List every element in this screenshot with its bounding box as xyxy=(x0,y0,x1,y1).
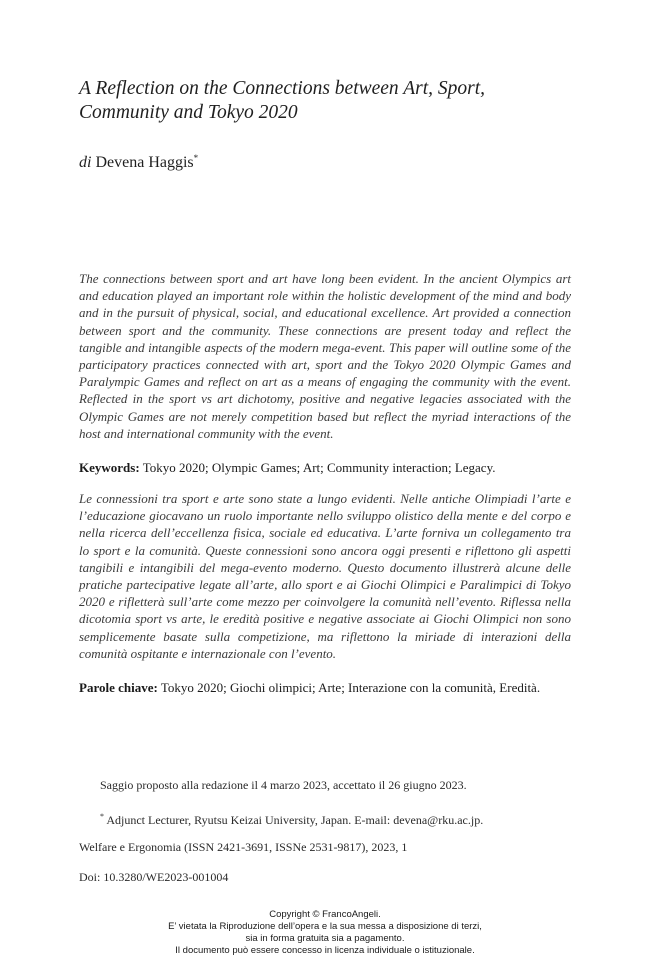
keywords-italian xyxy=(79,679,571,697)
author-prefix: di xyxy=(79,154,92,171)
author-name: Devena Haggis xyxy=(95,154,194,171)
keywords-it-text: Tokyo 2020; Giochi olimpici; Arte; Interazione con la comunità, Eredità. xyxy=(160,680,541,695)
doi: Doi: 10.3280/WE2023-001004 xyxy=(79,870,229,884)
abstract-italian: Le connessioni tra sport e arte sono state a lungo evidenti. Nelle antiche Olimpiadi l’arte e l’educazione giocavano un ruolo importante nello sviluppo olistico della mente e del corpo e nella ricerca dell’eccellenza fisica, sociale ed educativa. L’arte forniva un collegamento tra lo sport e la comunità. Queste connessioni sono ancora oggi presenti e riflettono gli aspetti tangibili e intangibili del mega-evento moderno. Questo documento illustrerà alcune delle pratiche partecipative legate all’arte, allo sport e ai Giochi Olimpici e Paralimpici di Tokyo 2020 e rifletterà sull’arte come mezzo per coinvolgere la comunità nell’evento. Riflessa nella dicotomia sport vs arte, le eredità positive e negative associate ai Giochi Olimpici non sono semplicemente basate sulla competizione, ma riflettono la miriade di interazioni della comunità ospitante e internazionale con l’evento. xyxy=(79,491,571,661)
copyright-notice xyxy=(0,909,650,957)
abstract-english: The connections between sport and art have long been evident. In the ancient Olympics art and education played an important role within the holistic development of the mind and body and in the pursuit of physical, social, and educational excellence. Art provided a connection between sport and the community. These connections are present today and reflect the tangible and intangible aspects of the modern mega-event. This paper will outline some of the participatory practices connected with art, sport and the Tokyo 2020 Olympic Games and Paralympic Games and reflect on art as a means of engaging the community with the event. Reflected in the sport vs art dichotomy, positive and negative legacies associated with the Olympic Games are not merely competition based but reflect the myriad interactions of the host and international community with the event. xyxy=(79,271,571,441)
keywords-it-label: Parole chiave: xyxy=(79,680,158,695)
copyright-line-4: Il documento può essere concesso in licenza individuale o istituzionale. xyxy=(175,945,475,956)
affiliation-marker: * xyxy=(100,812,104,821)
keywords-label: Keywords: xyxy=(79,460,140,475)
article-title: A Reflection on the Connections between Art, Sport, Community and Tokyo 2020 xyxy=(79,78,486,123)
submission-note: Saggio proposto alla redazione il 4 marzo 2023, accettato il 26 giugno 2023. xyxy=(100,778,467,792)
copyright-line-2: E’ vietata la Riproduzione dell’opera e la sua messa a disposizione di terzi, xyxy=(168,921,482,932)
author-line xyxy=(79,148,198,173)
copyright-line-3: sia in forma gratuita sia a pagamento. xyxy=(245,933,405,944)
author-footnote-marker: * xyxy=(193,153,199,163)
affiliation-footnote xyxy=(100,809,483,828)
copyright-line-1: Copyright © FrancoAngeli. xyxy=(269,909,381,920)
keywords-english xyxy=(79,459,571,476)
affiliation-text: Adjunct Lecturer, Ryutsu Keizai University, Japan. E-mail: devena@rku.ac.jp. xyxy=(106,813,484,827)
journal-info: Welfare e Ergonomia (ISSN 2421-3691, ISSNe 2531-9817), 2023, 1 xyxy=(79,840,408,854)
keywords-text: Tokyo 2020; Olympic Games; Art; Community interaction; Legacy. xyxy=(142,460,496,475)
